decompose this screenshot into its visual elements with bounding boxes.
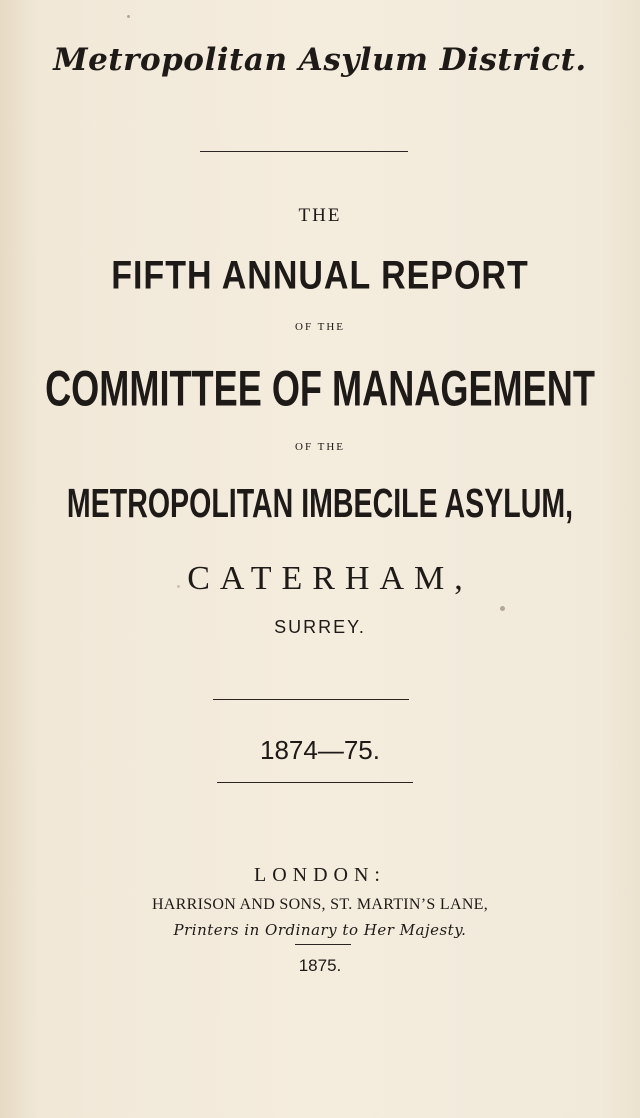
imprint-short-rule bbox=[295, 944, 351, 945]
top-rule bbox=[200, 151, 408, 152]
of-the-second: OF THE bbox=[295, 441, 345, 453]
imprint-year: 1875. bbox=[298, 956, 342, 975]
the-word: THE bbox=[298, 205, 342, 226]
paper-speck bbox=[127, 15, 130, 18]
place-name: CATERHAM, bbox=[187, 560, 473, 597]
district-heading: Metropolitan Asylum District. bbox=[53, 42, 587, 78]
report-title: FIFTH ANNUAL REPORT bbox=[111, 253, 529, 298]
years-top-rule bbox=[213, 699, 409, 700]
years-bottom-rule bbox=[217, 782, 413, 783]
committee-heading: COMMITTEE OF MANAGEMENT bbox=[45, 360, 595, 417]
paper-speck bbox=[177, 585, 180, 588]
report-years: 1874—75. bbox=[260, 735, 380, 765]
paper-speck bbox=[500, 606, 505, 611]
imprint-city: LONDON: bbox=[254, 864, 386, 886]
imprint-printers: Printers in Ordinary to Her Majesty. bbox=[173, 921, 467, 939]
imprint-publisher: HARRISON AND SONS, ST. MARTIN’S LANE, bbox=[151, 896, 489, 913]
institution-name: METROPOLITAN IMBECILE ASYLUM, bbox=[66, 481, 574, 527]
of-the-first: OF THE bbox=[295, 321, 345, 333]
county-name: SURREY. bbox=[274, 617, 366, 637]
